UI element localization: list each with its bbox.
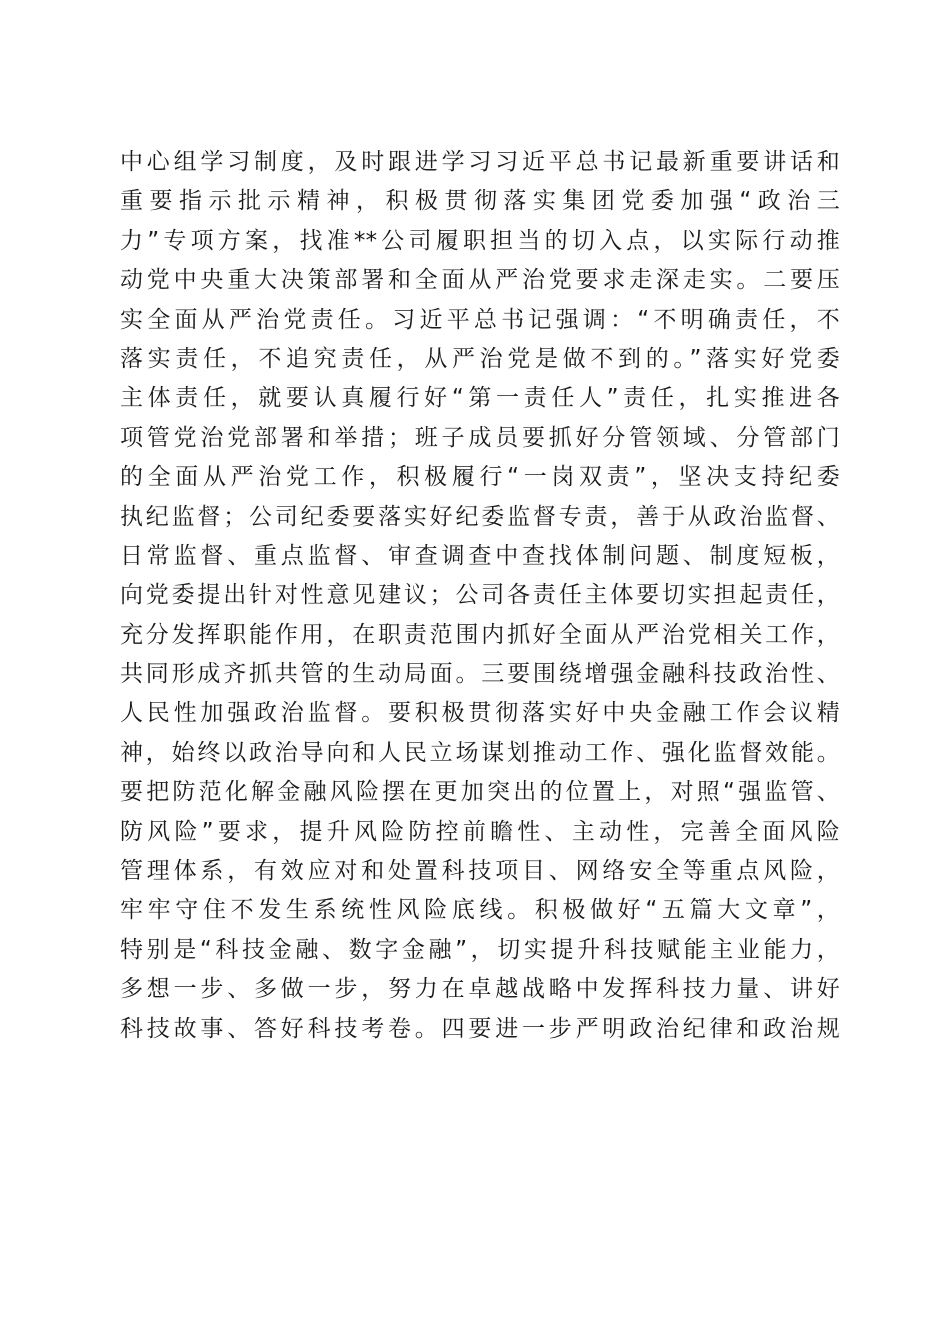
text-line-17: 要把防范化解金融风险摆在更加突出的位置上，对照“强监管、 — [120, 779, 840, 806]
text-line-7: 主体责任，就要认真履行好“第一责任人”责任，扎实推进各 — [120, 385, 840, 412]
text-line-22: 多想一步、多做一步，努力在卓越战略中发挥科技力量、讲好 — [120, 976, 840, 1003]
text-line-18: 防风险”要求，提升风险防控前瞻性、主动性，完善全面风险 — [120, 818, 840, 845]
text-line-14: 共同形成齐抓共管的生动局面。三要围绕增强金融科技政治性、 — [120, 661, 840, 688]
text-line-5: 实全面从严治党责任。习近平总书记强调：“不明确责任，不 — [120, 306, 840, 333]
text-line-12: 向党委提出针对性意见建议；公司各责任主体要切实担起责任， — [120, 582, 840, 609]
text-line-21: 特别是“科技金融、数字金融”，切实提升科技赋能主业能力， — [120, 936, 840, 963]
text-line-1: 中心组学习制度，及时跟进学习习近平总书记最新重要讲话和 — [120, 149, 840, 175]
text-line-23: 科技故事、答好科技考卷。四要进一步严明政治纪律和政治规 — [120, 1015, 840, 1042]
text-line-4: 动党中央重大决策部署和全面从严治党要求走深走实。二要压 — [120, 267, 840, 294]
text-line-2: 重要指示批示精神，积极贯彻落实集团党委加强“政治三 — [120, 188, 840, 215]
text-line-20: 牢牢守住不发生系统性风险底线。积极做好“五篇大文章”， — [120, 897, 840, 924]
text-line-16: 神，始终以政治导向和人民立场谋划推动工作、强化监督效能。 — [120, 739, 840, 766]
body-text — [120, 143, 840, 1049]
text-line-11: 日常监督、重点监督、审查调查中查找体制问题、制度短板， — [120, 542, 840, 569]
text-line-15: 人民性加强政治监督。要积极贯彻落实好中央金融工作会议精 — [120, 700, 840, 727]
text-line-9: 的全面从严治党工作，积极履行“一岗双责”，坚决支持纪委 — [120, 464, 840, 491]
text-line-3: 力”专项方案，找准**公司履职担当的切入点，以实际行动推 — [120, 227, 840, 254]
text-line-10: 执纪监督；公司纪委要落实好纪委监督专责，善于从政治监督、 — [120, 503, 840, 530]
text-line-19: 管理体系，有效应对和处置科技项目、网络安全等重点风险， — [120, 858, 840, 885]
text-line-6: 落实责任，不追究责任，从严治党是做不到的。”落实好党委 — [120, 345, 840, 372]
text-line-8: 项管党治党部署和举措；班子成员要抓好分管领域、分管部门 — [120, 424, 840, 451]
text-line-13: 充分发挥职能作用，在职责范围内抓好全面从严治党相关工作， — [120, 621, 840, 648]
